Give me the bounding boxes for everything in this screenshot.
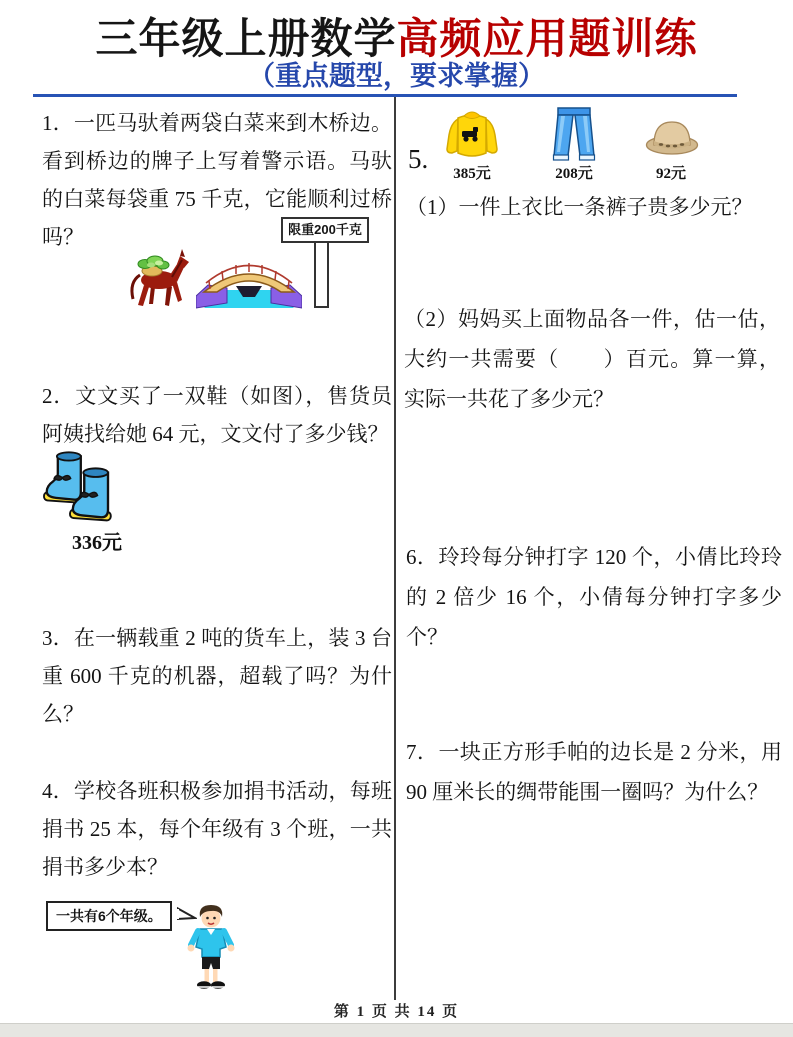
page-subtitle: （重点题型，要求掌握） bbox=[248, 61, 545, 91]
problem-6-text: 6．玲玲每分钟打字 120 个，小倩比玲玲的 2 倍少 16 个，小倩每分钟打字多少个？ bbox=[406, 545, 782, 649]
boots-price: 336元 bbox=[72, 532, 122, 554]
column-divider bbox=[394, 97, 396, 1000]
pants-price: 208元 bbox=[555, 166, 593, 182]
limit-sign: 限重200千克 bbox=[281, 217, 369, 243]
problem-5-question-1: （1）一件上衣比一条裤子贵多少元？ bbox=[406, 195, 753, 219]
speech-bubble: 一共有6个年级。 bbox=[46, 901, 172, 931]
scan-edge bbox=[0, 1023, 793, 1037]
sweater-price: 385元 bbox=[453, 166, 491, 182]
problem-1-text: 1．一匹马驮着两袋白菜来到木桥边。看到桥边的牌子上写着警示语。马驮的白菜每袋重 75 千克，它能顺利过桥吗？ bbox=[42, 111, 392, 249]
sweater-icon bbox=[443, 105, 501, 163]
arch-bridge-icon bbox=[196, 256, 302, 309]
horse-with-cabbage-icon bbox=[126, 249, 190, 309]
speech-bubble-tip bbox=[177, 906, 197, 924]
problem-5-question-2: （2）妈妈买上面物品各一件，估一估，大约一共需要（ ）百元。算一算，实际一共花了多少元？ bbox=[404, 307, 780, 411]
problem-2-text: 2．文文买了一双鞋（如图），售货员阿姨找给她 64 元，文文付了多少钱？ bbox=[42, 384, 392, 446]
pants-icon bbox=[551, 106, 597, 164]
page-footer: 第 1 页 共 14 页 bbox=[333, 1004, 460, 1020]
page-title-red: 高频应用题训练 bbox=[396, 17, 698, 63]
problem-3-text: 3．在一辆载重 2 吨的货车上，装 3 台重 600 千克的机器，超载了吗？为什么？ bbox=[42, 626, 392, 726]
header-rule bbox=[33, 94, 737, 97]
boots-icon bbox=[42, 449, 124, 529]
problem-4-text: 4．学校各班积极参加捐书活动，每班捐书 25 本，每个年级有 3 个班，一共捐书多少本？ bbox=[42, 779, 392, 879]
hat-icon bbox=[645, 116, 699, 158]
problem-5-number: 5. bbox=[408, 144, 429, 174]
page-title-black: 三年级上册数学 bbox=[95, 17, 397, 63]
problem-7-text: 7．一块正方形手帕的边长是 2 分米，用 90 厘米长的绸带能围一圈吗？为什么？ bbox=[406, 740, 782, 804]
limit-sign-pole bbox=[314, 241, 329, 308]
hat-price: 92元 bbox=[655, 166, 686, 182]
